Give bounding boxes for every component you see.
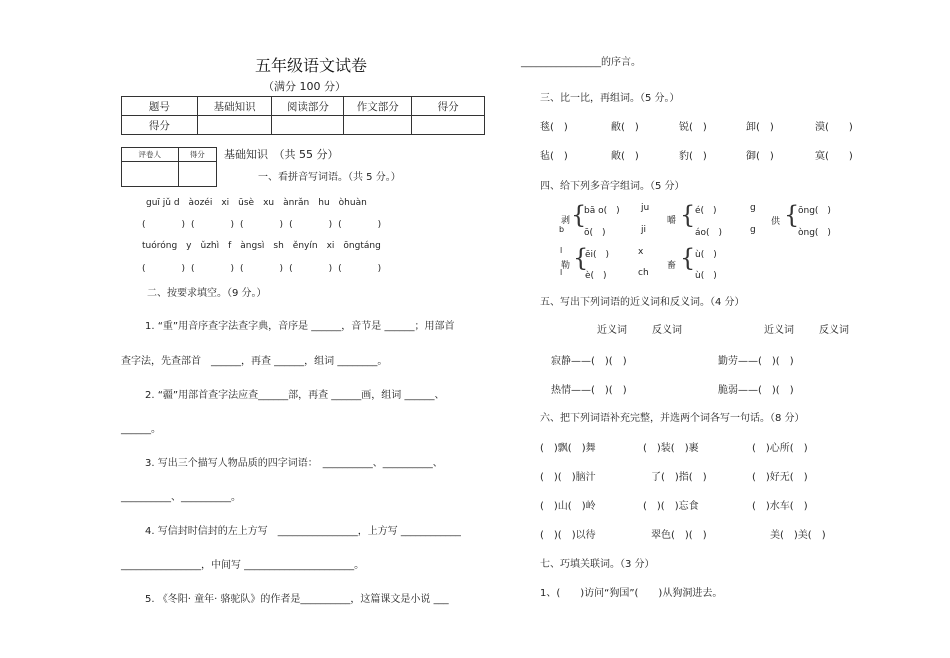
pinyin-line-2: tuóróng y ǔzhì f àngsì sh ěnyín xi ōngtáng [142, 241, 381, 251]
pinyin-line-1: guī jǔ d àozéi xi ūsè xu ànrǎn hu òhuàn [146, 198, 367, 208]
grader-box [121, 147, 217, 187]
q2-item-5: 5. 《冬阳· 童年· 骆驼队》的作者是__________，这篇课文是小说 ___ [145, 594, 449, 605]
q2-item-1-line-1: 1. “重”用音序查字法查字典，音序是 ______，音节是 ______；用部首 [145, 321, 455, 332]
idiom-item: ( )飘( )舞 [540, 443, 596, 454]
compare-item: 御( ) [746, 151, 774, 162]
column-head-antonym: 反义词 [652, 325, 682, 336]
compare-item: 敝( ) [611, 122, 639, 133]
score-input-cell[interactable] [197, 116, 272, 135]
poly-char-le: 勒 [561, 261, 571, 271]
score-row-label: 得分 [122, 116, 198, 135]
question-3-title: 三、比一比，再组词。（5 分。） [540, 93, 680, 104]
idiom-item: ( )心所( ) [752, 443, 808, 454]
poly-reading-jue-1r: g [750, 203, 756, 213]
section-title: 基础知识 （共 55 分） [224, 148, 339, 161]
score-header-cell: 基础知识 [197, 97, 272, 116]
score-header-cell: 阅读部分 [272, 97, 344, 116]
question-1-title: 一、看拼音写词语。（共 5 分。） [258, 172, 401, 183]
poly-reading-jue-2r: g [750, 225, 756, 235]
word-pair-item: 热情——( )( ) [551, 385, 627, 396]
poly-reading-le-1: ēi( ) [585, 250, 610, 260]
compare-item: 漠( ) [815, 122, 853, 133]
idiom-item: 了( )指( ) [651, 472, 707, 483]
idiom-item: ( )( )脑汁 [540, 472, 596, 483]
q2-item-3-line-2: __________、__________。 [121, 492, 241, 503]
question-4-title: 四、给下列多音字组词。（5 分） [540, 181, 685, 192]
score-header-cell: 作文部分 [344, 97, 412, 116]
idiom-item: ( )好无( ) [752, 472, 808, 483]
poly-reading-le-2r: ch [638, 268, 649, 278]
word-pair-item: 寂静——( )( ) [551, 356, 627, 367]
poly-reading-bo-1r: ju [641, 203, 650, 213]
compare-item: 敞( ) [611, 151, 639, 162]
idiom-item: 翠色( )( ) [651, 530, 707, 541]
compare-item: 卸( ) [746, 122, 774, 133]
poly-reading-jue-1: é( ) [695, 206, 717, 216]
question-5-title: 五、写出下列词语的近义词和反义词。（4 分） [540, 297, 745, 308]
poly-side-l: l [560, 246, 563, 255]
poly-char-xu: 畜 [667, 261, 677, 271]
poly-reading-bo-2: ō( ) [584, 228, 606, 238]
idiom-item: ( )水车( ) [752, 501, 808, 512]
score-table [121, 96, 485, 135]
q2-item-1-line-2: 查字法，先查部首 ______，再查 ______，组词 ________。 [121, 356, 388, 367]
poly-char-bo: 剥 [561, 216, 571, 226]
idiom-item: 美( )美( ) [770, 530, 826, 541]
brace-icon: { [784, 201, 800, 229]
question-7-title: 七、巧填关联词。（3 分） [540, 559, 655, 570]
grader-label: 评卷人 [122, 148, 179, 162]
question-2-title: 二、按要求填空。（9 分。） [147, 288, 267, 299]
brace-icon: { [680, 244, 696, 272]
q2-item-4-line-1: 4. 写信封时信封的左上方写 ________________，上方写 ____________ [145, 526, 461, 537]
compare-item: 寞( ) [815, 151, 853, 162]
column-head-synonym: 近义词 [764, 325, 794, 336]
q2-item-4-line-2: ________________，中间写 ______________________。 [121, 560, 365, 571]
score-input-cell[interactable] [412, 116, 485, 135]
idiom-item: ( )( )忘食 [643, 501, 699, 512]
answer-blanks-2[interactable]: ( )( )( )( )( ) [142, 264, 388, 274]
q2-item-2-line-2: ______。 [121, 424, 161, 435]
full-score-note: （满分 100 分） [263, 80, 346, 93]
idiom-item: ( )装( )裹 [643, 443, 699, 454]
answer-blanks-1[interactable]: ( )( )( )( )( ) [142, 220, 388, 230]
score-input-cell[interactable] [272, 116, 344, 135]
poly-side-b: b [559, 225, 565, 234]
column-head-synonym: 近义词 [597, 325, 627, 336]
poly-reading-xu-2: ù( ) [695, 271, 717, 281]
preface-line: ________________的序言。 [521, 57, 641, 68]
score-header-cell: 题号 [122, 97, 198, 116]
idiom-item: ( )( )以待 [540, 530, 596, 541]
poly-char-gong: 供 [771, 217, 781, 227]
score-header-cell: 得分 [412, 97, 485, 116]
compare-item: 豹( ) [679, 151, 707, 162]
score-label: 得分 [178, 148, 216, 162]
poly-side-l: l [560, 268, 563, 277]
q2-item-3-line-1: 3. 写出三个描写人物品质的四字词语： __________、__________、 [145, 458, 443, 469]
poly-reading-gong-2: òng( ) [798, 228, 831, 238]
idiom-item: ( )山( )岭 [540, 501, 596, 512]
word-pair-item: 脆弱——( )( ) [718, 385, 794, 396]
conjunction-item-1: 1、( )访问“狗国”( )从狗洞进去。 [540, 588, 723, 599]
q2-item-2-line-1: 2. “疆”用部首查字法应查______部，再查 ______画，组词 ______、 [145, 390, 445, 401]
question-6-title: 六、把下列词语补充完整，并选两个词各写一句话。（8 分） [540, 413, 805, 424]
poly-reading-le-2: è( ) [585, 271, 607, 281]
poly-char-jue: 嚼 [667, 216, 677, 226]
poly-reading-bo-2r: ji [641, 225, 647, 235]
score-input[interactable] [178, 162, 216, 187]
brace-icon: { [573, 244, 589, 272]
score-input-cell[interactable] [344, 116, 412, 135]
compare-item: 毯( ) [540, 122, 568, 133]
word-pair-item: 勤劳——( )( ) [718, 356, 794, 367]
brace-icon: { [571, 201, 587, 229]
brace-icon: { [680, 201, 696, 229]
poly-reading-xu-1: ù( ) [695, 250, 717, 260]
compare-item: 毡( ) [540, 151, 568, 162]
compare-item: 锐( ) [679, 122, 707, 133]
column-head-antonym: 反义词 [819, 325, 849, 336]
page-title: 五年级语文试卷 [255, 56, 368, 75]
poly-reading-gong-1: ōng( ) [798, 206, 831, 216]
grader-input[interactable] [122, 162, 179, 187]
poly-reading-bo-1: bā o( ) [584, 206, 620, 216]
poly-reading-jue-2: áo( ) [695, 228, 723, 238]
poly-reading-le-1r: x [638, 247, 644, 257]
